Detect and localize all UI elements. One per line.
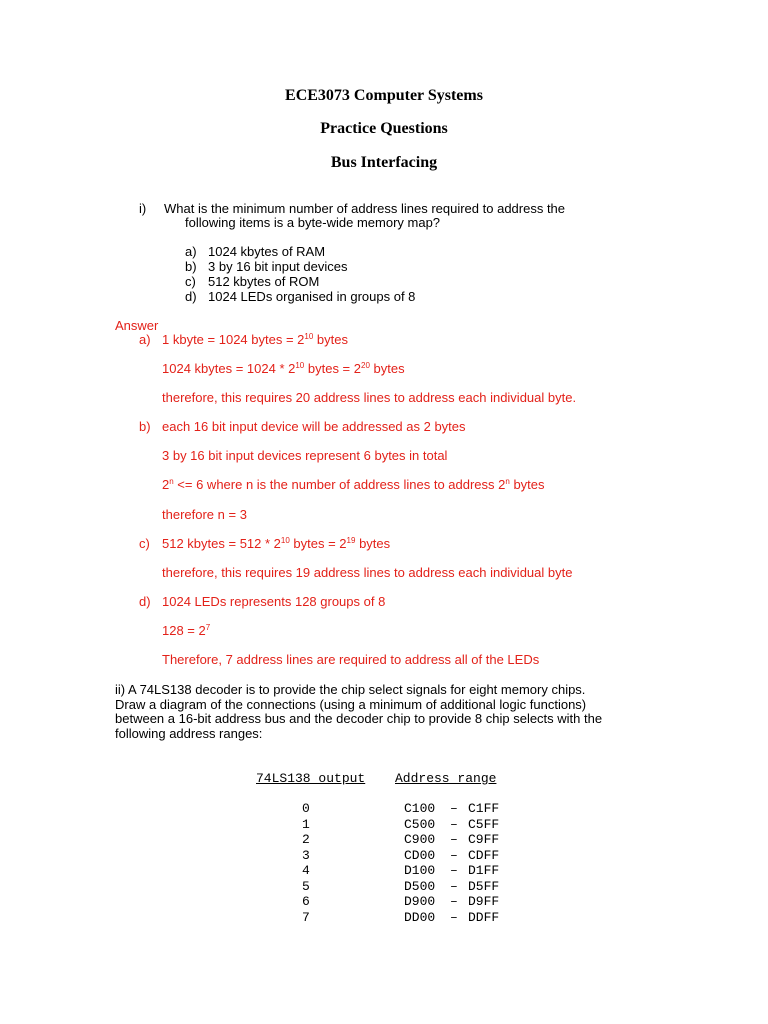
answer-d-line2: $128 = 2^7$ xyxy=(162,623,211,638)
answer-c-line2: therefore, this requires 19 address lines to address each individual byte xyxy=(162,565,573,580)
q1-item-a-label: a) xyxy=(185,244,197,259)
answer-a-line2: 1024 kbytes = $1024 * 2^{10}$ bytes = $2^{20}$ bytes xyxy=(162,361,405,376)
table-cell-range-start: C100 xyxy=(404,801,436,816)
table-cell-range-start: DD00 xyxy=(404,910,436,925)
answer-d-line3: Therefore, 7 address lines are required to address all of the LEDs xyxy=(162,652,540,667)
table-cell-range-end: D5FF xyxy=(468,879,500,894)
q1-item-c-label: c) xyxy=(185,274,196,289)
q1-item-d-label: d) xyxy=(185,289,197,304)
table-cell-dash: – xyxy=(450,848,458,863)
answer-d-line1: 1024 LEDs represents 128 groups of 8 xyxy=(162,594,386,609)
table-cell-dash: – xyxy=(450,832,458,847)
document-title: ECE3073 Computer Systems xyxy=(285,87,483,104)
table-cell-range-end: D1FF xyxy=(468,863,500,878)
table-header-output: 74LS138 output xyxy=(256,771,366,786)
q1-item-d-text: 1024 LEDs organised in groups of 8 xyxy=(208,289,416,304)
q2-line4: following address ranges: xyxy=(115,726,263,741)
table-cell-output: 4 xyxy=(302,863,310,878)
table-cell-output: 1 xyxy=(302,817,310,832)
q1-item-a-text: 1024 kbytes of RAM xyxy=(208,244,326,259)
answer-b-line4: therefore n = 3 xyxy=(162,507,247,522)
q1-number: i) xyxy=(139,201,147,216)
answer-heading: Answer xyxy=(115,318,159,333)
answer-b-label: b) xyxy=(139,419,151,434)
table-cell-output: 2 xyxy=(302,832,310,847)
table-cell-range-start: D500 xyxy=(404,879,436,894)
answer-b-line1: each 16 bit input device will be addressed as 2 bytes xyxy=(162,419,466,434)
table-cell-dash: – xyxy=(450,879,458,894)
answer-c-line1: 512 kbytes = $512 * 2^{10}$ bytes = $2^{19}$ bytes xyxy=(162,536,391,551)
answer-d-label: d) xyxy=(139,594,151,609)
table-cell-range-end: C1FF xyxy=(468,801,500,816)
table-cell-output: 6 xyxy=(302,894,310,909)
table-cell-range-end: DDFF xyxy=(468,910,500,925)
table-cell-range-end: C5FF xyxy=(468,817,500,832)
table-cell-dash: – xyxy=(450,894,458,909)
table-cell-range-end: CDFF xyxy=(468,848,500,863)
table-cell-range-end: D9FF xyxy=(468,894,500,909)
document-subtitle: Practice Questions xyxy=(320,120,448,137)
table-cell-dash: – xyxy=(450,863,458,878)
q1-line1: What is the minimum number of address lines required to address the xyxy=(164,201,566,216)
q1-line2: following items is a byte-wide memory map? xyxy=(185,215,441,230)
table-cell-range-start: D900 xyxy=(404,894,436,909)
answer-b-line3: $2^n <= 6$ where n is the number of address lines to address 2$^n$ bytes xyxy=(162,477,545,492)
answer-a-label: a) xyxy=(139,332,151,347)
q1-item-b-text: 3 by 16 bit input devices xyxy=(208,259,348,274)
answer-b-line2: 3 by 16 bit input devices represent 6 bytes in total xyxy=(162,448,448,463)
answer-a-line3: therefore, this requires 20 address lines to address each individual byte. xyxy=(162,390,577,405)
q2-line1: ii) A 74LS138 decoder is to provide the chip select signals for eight memory chips. xyxy=(115,682,586,697)
q1-item-b-label: b) xyxy=(185,259,197,274)
table-header-range: Address range xyxy=(395,771,497,786)
table-cell-range-start: CD00 xyxy=(404,848,436,863)
q2-line3: between a 16-bit address bus and the decoder chip to provide 8 chip selects with the xyxy=(115,711,603,726)
table-cell-output: 0 xyxy=(302,801,310,816)
q2-line2: Draw a diagram of the connections (using a minimum of additional logic functions) xyxy=(115,697,587,712)
table-cell-range-end: C9FF xyxy=(468,832,500,847)
table-cell-range-start: C900 xyxy=(404,832,436,847)
table-cell-output: 5 xyxy=(302,879,310,894)
q1-item-c-text: 512 kbytes of ROM xyxy=(208,274,320,289)
document-topic: Bus Interfacing xyxy=(330,154,438,171)
table-cell-dash: – xyxy=(450,817,458,832)
table-cell-dash: – xyxy=(450,801,458,816)
answer-a-line1: 1 kbyte = 1024 bytes = $2^{10}$ bytes xyxy=(162,332,348,347)
table-cell-range-start: C500 xyxy=(404,817,436,832)
table-cell-range-start: D100 xyxy=(404,863,436,878)
table-cell-output: 3 xyxy=(302,848,310,863)
table-cell-output: 7 xyxy=(302,910,310,925)
answer-c-label: c) xyxy=(139,536,150,551)
table-cell-dash: – xyxy=(450,910,458,925)
